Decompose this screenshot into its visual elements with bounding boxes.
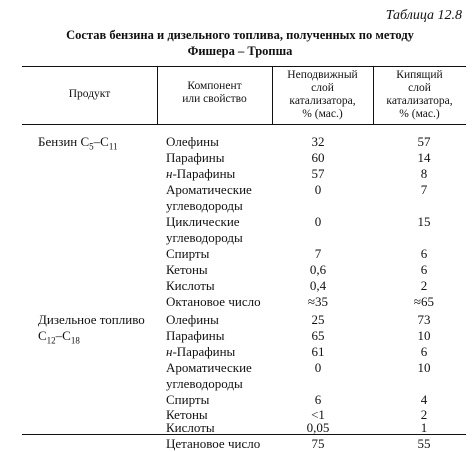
header-fixed-bed: Неподвижный слой катализатора, % (мас.) [287,69,358,120]
table-caption [20,27,460,59]
header-product: Продукт [68,88,111,100]
table-number: Таблица 12.8 [385,8,462,23]
caption-line-2: Фишера – Тропша [187,44,293,58]
header-fluid-bed: Кипящий слой катализатора, % (мас.) [386,69,453,120]
product-gasoline: Бензин $C_5-C_{11}$ [38,134,118,152]
header-rule [22,124,466,125]
caption-line-1: Состав бензина и дизельного топлива, полученных по методу [66,28,414,42]
top-rule [22,66,466,67]
product-diesel: Дизельное топливо $C_{12}-C_{18}$ [38,312,145,346]
header-component: Компонент или свойство [182,80,247,105]
